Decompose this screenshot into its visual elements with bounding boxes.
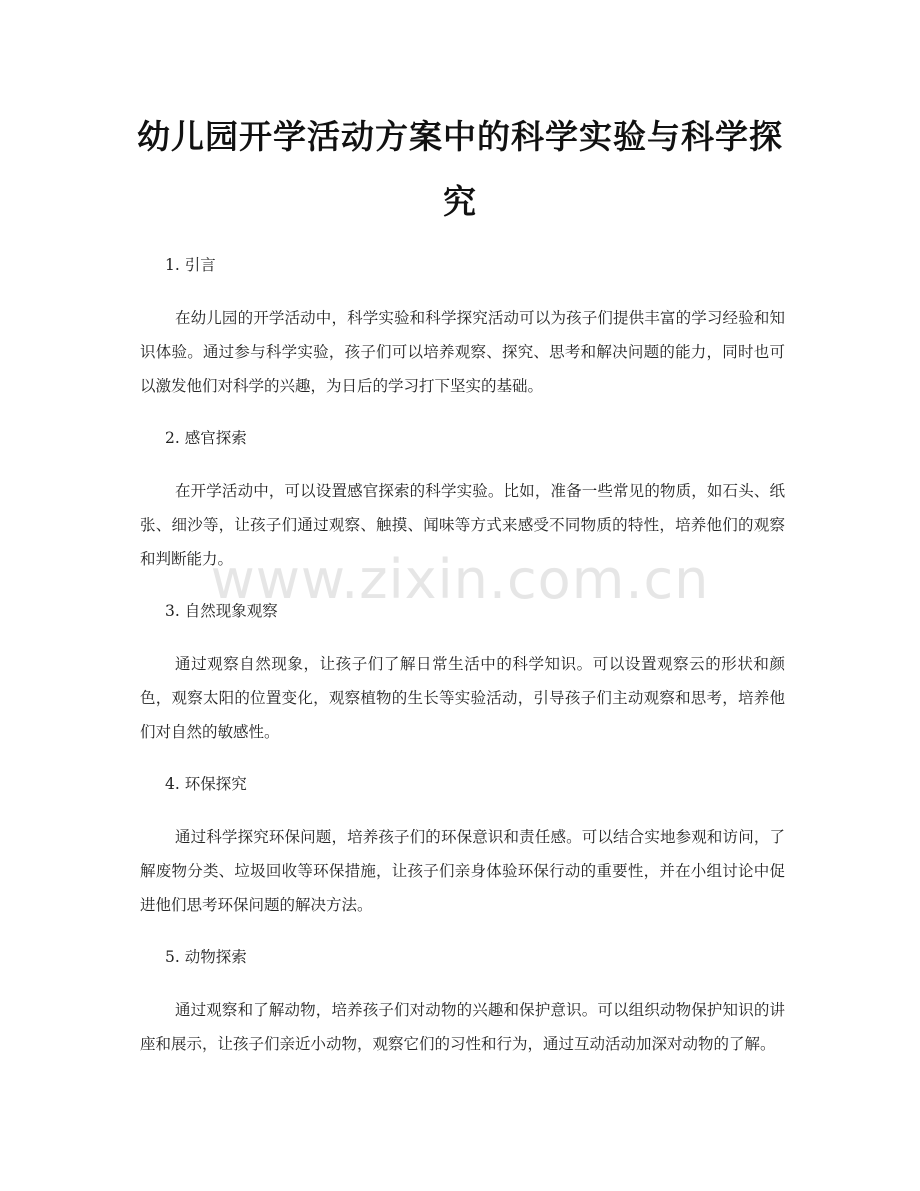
section-heading: 2. 感官探索 xyxy=(165,429,247,447)
document-body xyxy=(140,254,785,1085)
section-paragraph: 通过观察自然现象，让孩子们了解日常生活中的科学知识。可以设置观察云的形状和颜色，观察太阳的位置变化，观察植物的生长等实验活动，引导孩子们主动观察和思考，培养他们对自然的敏感性。 xyxy=(140,655,785,741)
section-paragraph: 在幼儿园的开学活动中，科学实验和科学探究活动可以为孩子们提供丰富的学习经验和知识体验。通过参与科学实验，孩子们可以培养观察、探究、思考和解决问题的能力，同时也可以激发他们对科学的兴趣，为日后的学习打下坚实的基础。 xyxy=(140,309,785,395)
section-nature-observation xyxy=(140,600,785,749)
section-paragraph: 通过科学探究环保问题，培养孩子们的环保意识和责任感。可以结合实地参观和访问，了解废物分类、垃圾回收等环保措施，让孩子们亲身体验环保行动的重要性，并在小组讨论中促进他们思考环保问题的解决方法。 xyxy=(140,828,785,914)
section-heading: 4. 环保探究 xyxy=(165,775,247,793)
section-paragraph: 通过观察和了解动物，培养孩子们对动物的兴趣和保护意识。可以组织动物保护知识的讲座和展示，让孩子们亲近小动物，观察它们的习性和行为，通过互动活动加深对动物的了解。 xyxy=(140,1001,785,1053)
section-heading: 1. 引言 xyxy=(165,256,216,274)
section-environmental-inquiry xyxy=(140,773,785,922)
section-animal-exploration xyxy=(140,946,785,1061)
section-sensory-exploration xyxy=(140,427,785,576)
section-heading: 5. 动物探索 xyxy=(165,948,247,966)
section-introduction xyxy=(140,254,785,403)
page-title: 幼儿园开学活动方案中的科学实验与科学探究 xyxy=(137,117,783,221)
watermark: www.zixin.com.cn xyxy=(210,548,710,611)
section-heading: 3. 自然现象观察 xyxy=(165,602,278,620)
section-paragraph: 在开学活动中，可以设置感官探索的科学实验。比如，准备一些常见的物质，如石头、纸张、细沙等，让孩子们通过观察、触摸、闻味等方式来感受不同物质的特性，培养他们的观察和判断能力。 xyxy=(140,482,785,568)
